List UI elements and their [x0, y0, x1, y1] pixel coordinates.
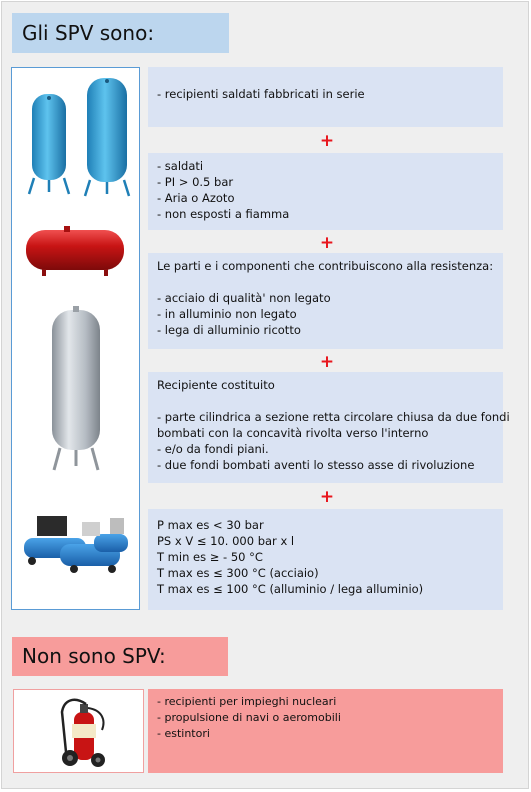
- vertical-blue-tanks-image: [29, 78, 129, 196]
- box-line: - in alluminio non legato: [157, 307, 297, 321]
- box-line: [157, 393, 494, 409]
- spv-box-2: [148, 153, 503, 230]
- box-line: T min es ≥ - 50 °C: [157, 550, 263, 564]
- box-line: - PI > 0.5 bar: [157, 175, 234, 189]
- fire-extinguisher-trolley-image: [14, 690, 143, 772]
- fire-extinguisher-image-box: [13, 689, 144, 773]
- box-line: - recipienti saldati fabbricati in serie: [157, 87, 365, 101]
- box-line: - propulsione di navi o aeromobili: [157, 711, 341, 724]
- plus-sign: +: [319, 233, 335, 253]
- spv-box-1: [148, 67, 503, 127]
- box-line: - e/o da fondi piani.: [157, 442, 269, 456]
- plus-sign: +: [319, 131, 335, 151]
- plus-sign: +: [319, 352, 335, 372]
- box-line: - recipienti per impieghi nucleari: [157, 695, 337, 708]
- box-line: P max es < 30 bar: [157, 518, 264, 532]
- box-line: PS x V ≤ 10. 000 bar x l: [157, 534, 295, 548]
- non-spv-box: [148, 689, 503, 773]
- box-line: - Aria o Azoto: [157, 191, 235, 205]
- spv-box-5: [148, 509, 503, 610]
- box-line: Recipiente costituito: [157, 378, 275, 392]
- spv-header: Gli SPV sono:: [12, 13, 229, 53]
- box-line: [157, 274, 494, 290]
- box-line: T max es ≤ 100 °C (alluminio / lega alluminio): [157, 582, 424, 596]
- non-spv-header: Non sono SPV:: [12, 637, 228, 676]
- box-line: - estintori: [157, 727, 210, 740]
- box-line: bombati con la concavità rivolta verso l'interno: [157, 426, 429, 440]
- box-line: - due fondi bombati aventi lo stesso asse di rivoluzione: [157, 458, 475, 472]
- box-line: T max es ≤ 300 °C (acciaio): [157, 566, 319, 580]
- blue-compressors-image: [24, 516, 128, 573]
- box-line: Le parti e i componenti che contribuiscono alla resistenza:: [157, 259, 494, 273]
- spv-images-column: [11, 67, 140, 610]
- plus-sign: +: [319, 487, 335, 507]
- box-line: - acciaio di qualità' non legato: [157, 291, 331, 305]
- spv-box-4: [148, 372, 510, 483]
- box-line: - parte cilindrica a sezione retta circolare chiusa da due fondi: [157, 410, 510, 424]
- horizontal-red-tank-image: [26, 226, 124, 276]
- box-line: - non esposti a fiamma: [157, 207, 290, 221]
- box-line: - lega di alluminio ricotto: [157, 323, 301, 337]
- spv-box-3: [148, 253, 503, 349]
- galvanized-vertical-tank-image: [52, 306, 100, 470]
- box-line: - saldati: [157, 159, 204, 173]
